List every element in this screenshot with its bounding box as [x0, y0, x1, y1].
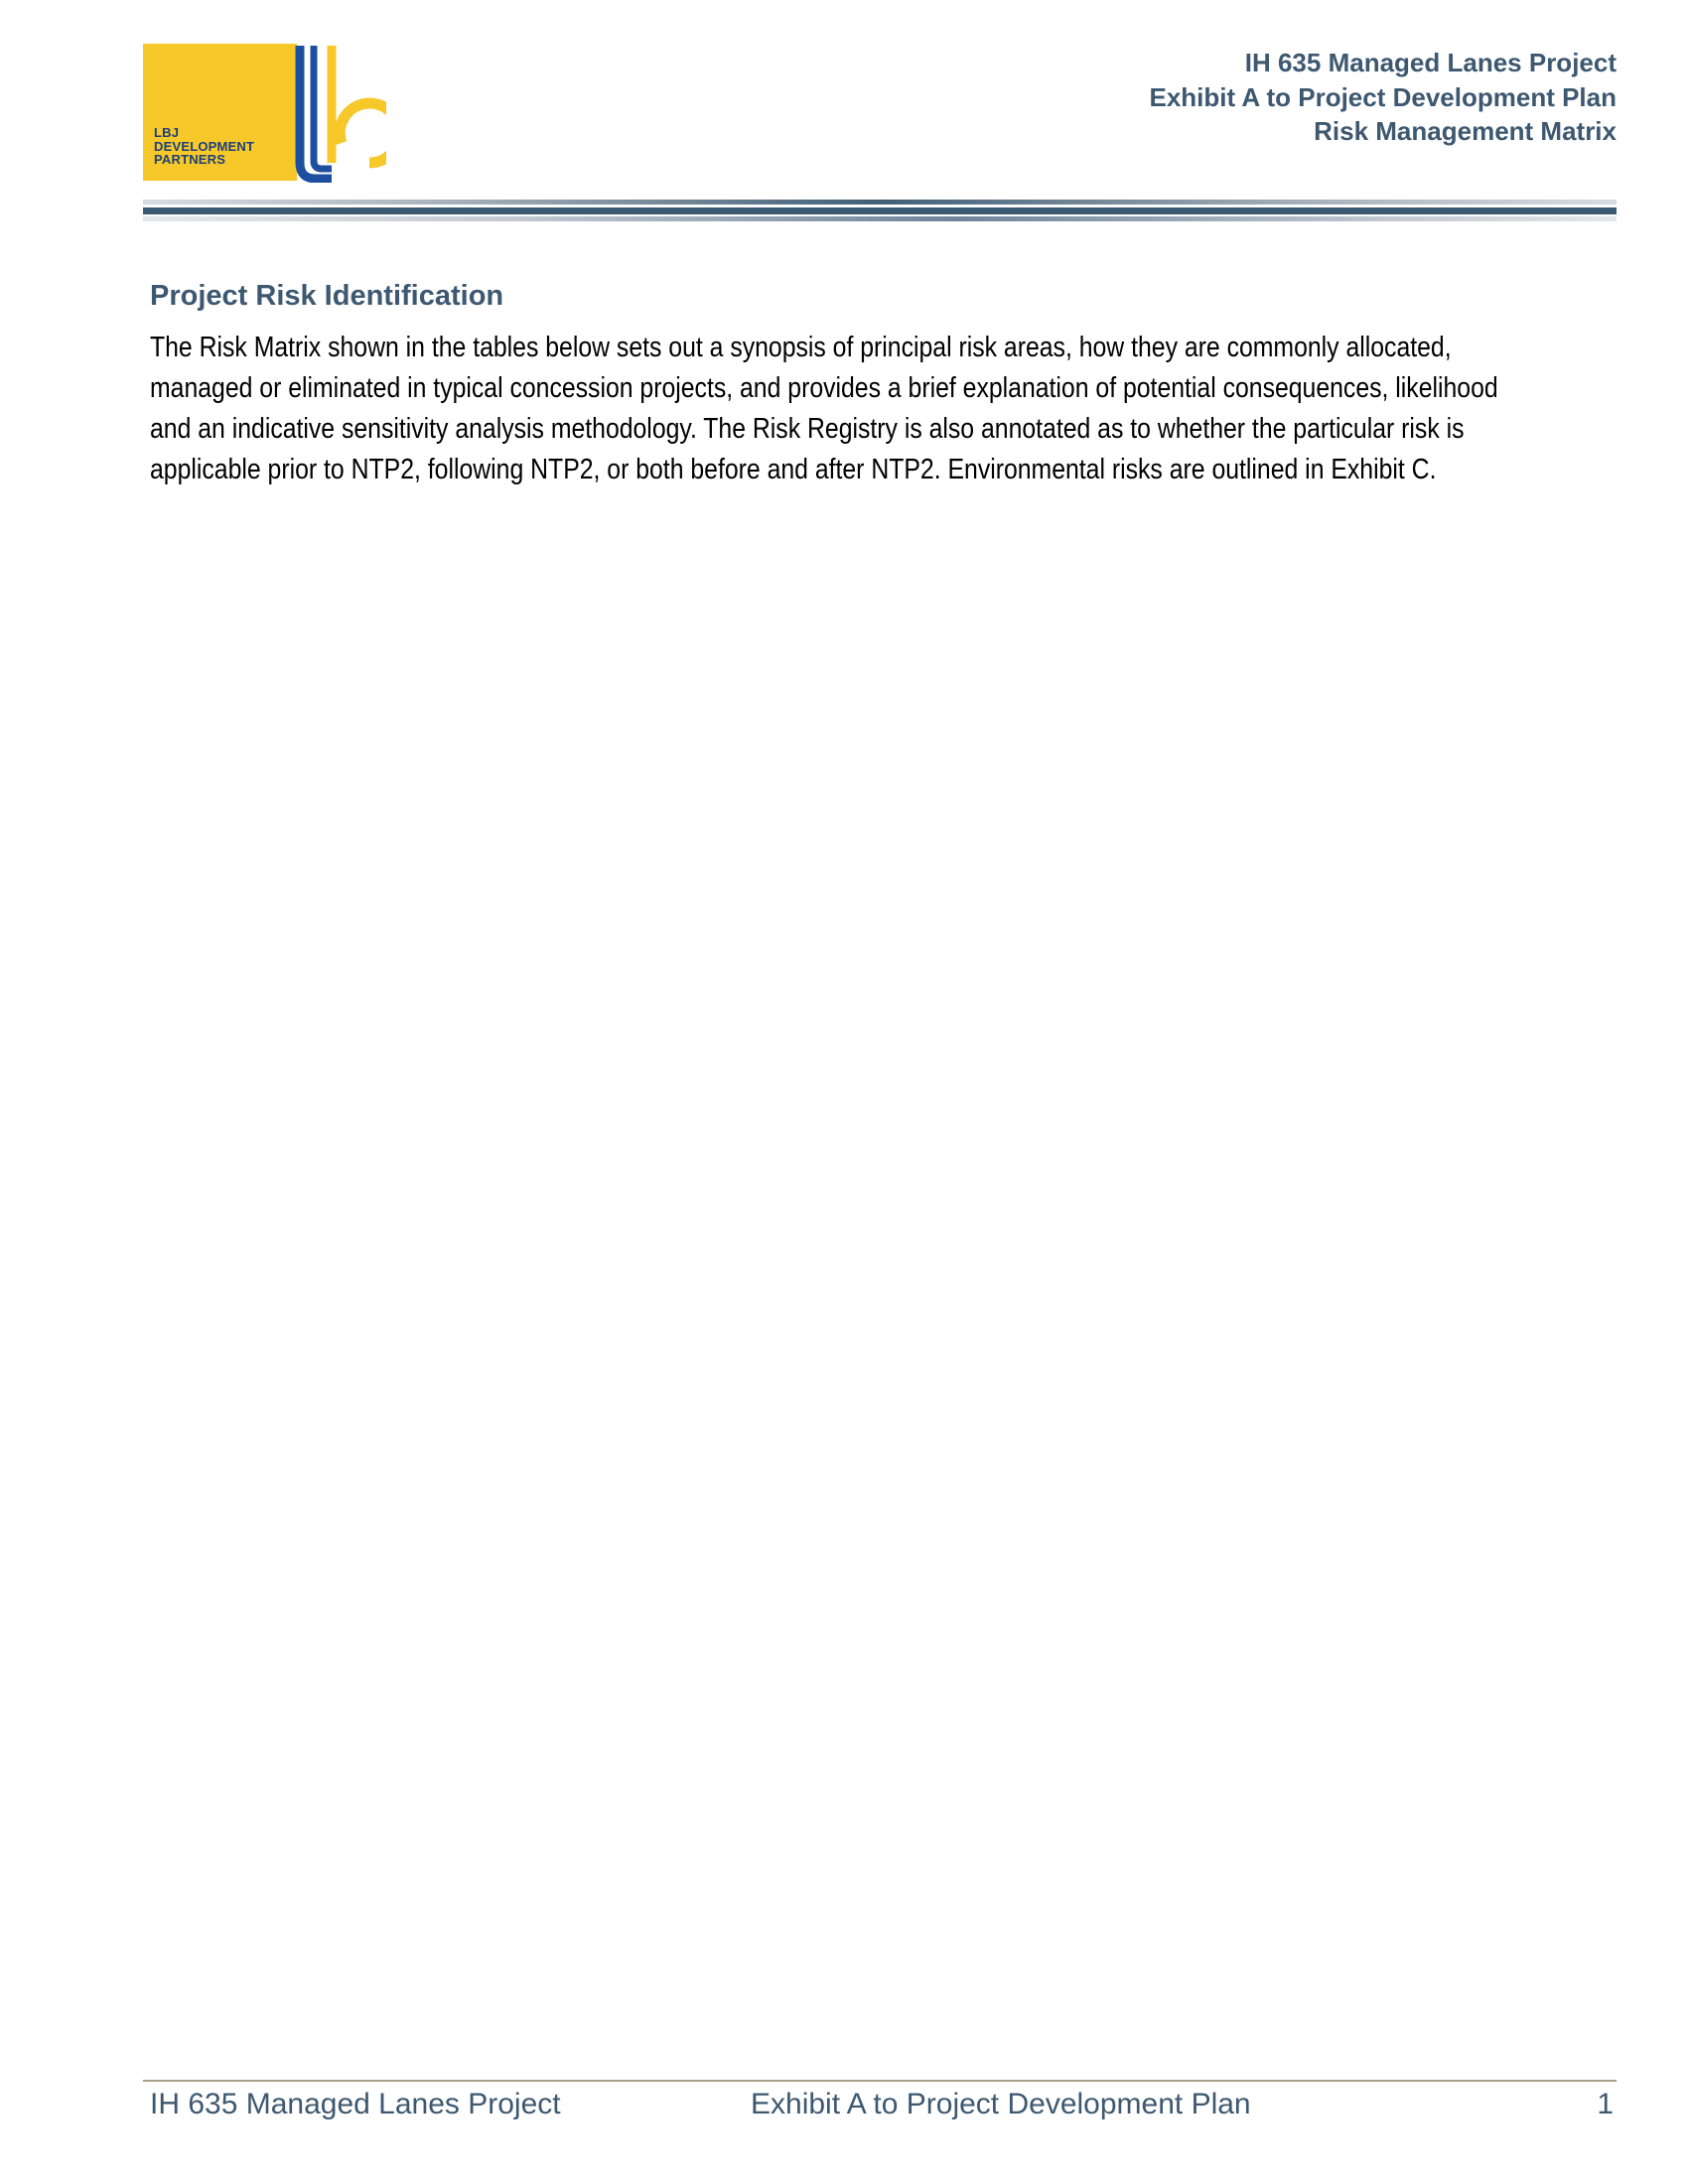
body-line-2: managed or eliminated in typical concession projects, and provides a brief explanation of potential consequences, likelihood: [150, 372, 1498, 404]
header-matrix-title: Risk Management Matrix: [1314, 116, 1617, 146]
logo-line-3: PARTNERS: [154, 152, 226, 167]
logo-wordmark: [154, 126, 254, 167]
section-title: Project Risk Identification: [150, 280, 504, 312]
body-line-4: applicable prior to NTP2, following NTP2, or both before and after NTP2. Environmental risks are outlined in Exhibit C.: [150, 454, 1437, 485]
footer-exhibit-title: Exhibit A to Project Development Plan: [751, 2088, 1251, 2120]
footer-rule: [143, 2080, 1617, 2082]
header-project-name: IH 635 Managed Lanes Project: [1244, 48, 1617, 77]
logo-line-1: LBJ: [154, 125, 180, 140]
section-body-paragraph: [150, 328, 1576, 490]
body-line-3: and an indicative sensitivity analysis methodology. The Risk Registry is also annotated as to whether the particular risk is: [150, 413, 1465, 445]
header-rule-bottom: [143, 216, 1617, 221]
logo-line-2: DEVELOPMENT: [154, 138, 255, 154]
header-rule-top: [143, 200, 1617, 205]
page-number: 1: [1597, 2088, 1614, 2120]
body-line-1: The Risk Matrix shown in the tables below sets out a synopsis of principal risk areas, how they are commonly allocated,: [150, 332, 1452, 363]
company-logo: [143, 44, 386, 183]
logo-ljb-mark-icon: [292, 44, 386, 183]
header-rule-main: [143, 207, 1617, 214]
document-header: [1150, 46, 1618, 149]
header-exhibit-title: Exhibit A to Project Development Plan: [1149, 81, 1617, 112]
footer-project-name: IH 635 Managed Lanes Project: [150, 2088, 561, 2120]
